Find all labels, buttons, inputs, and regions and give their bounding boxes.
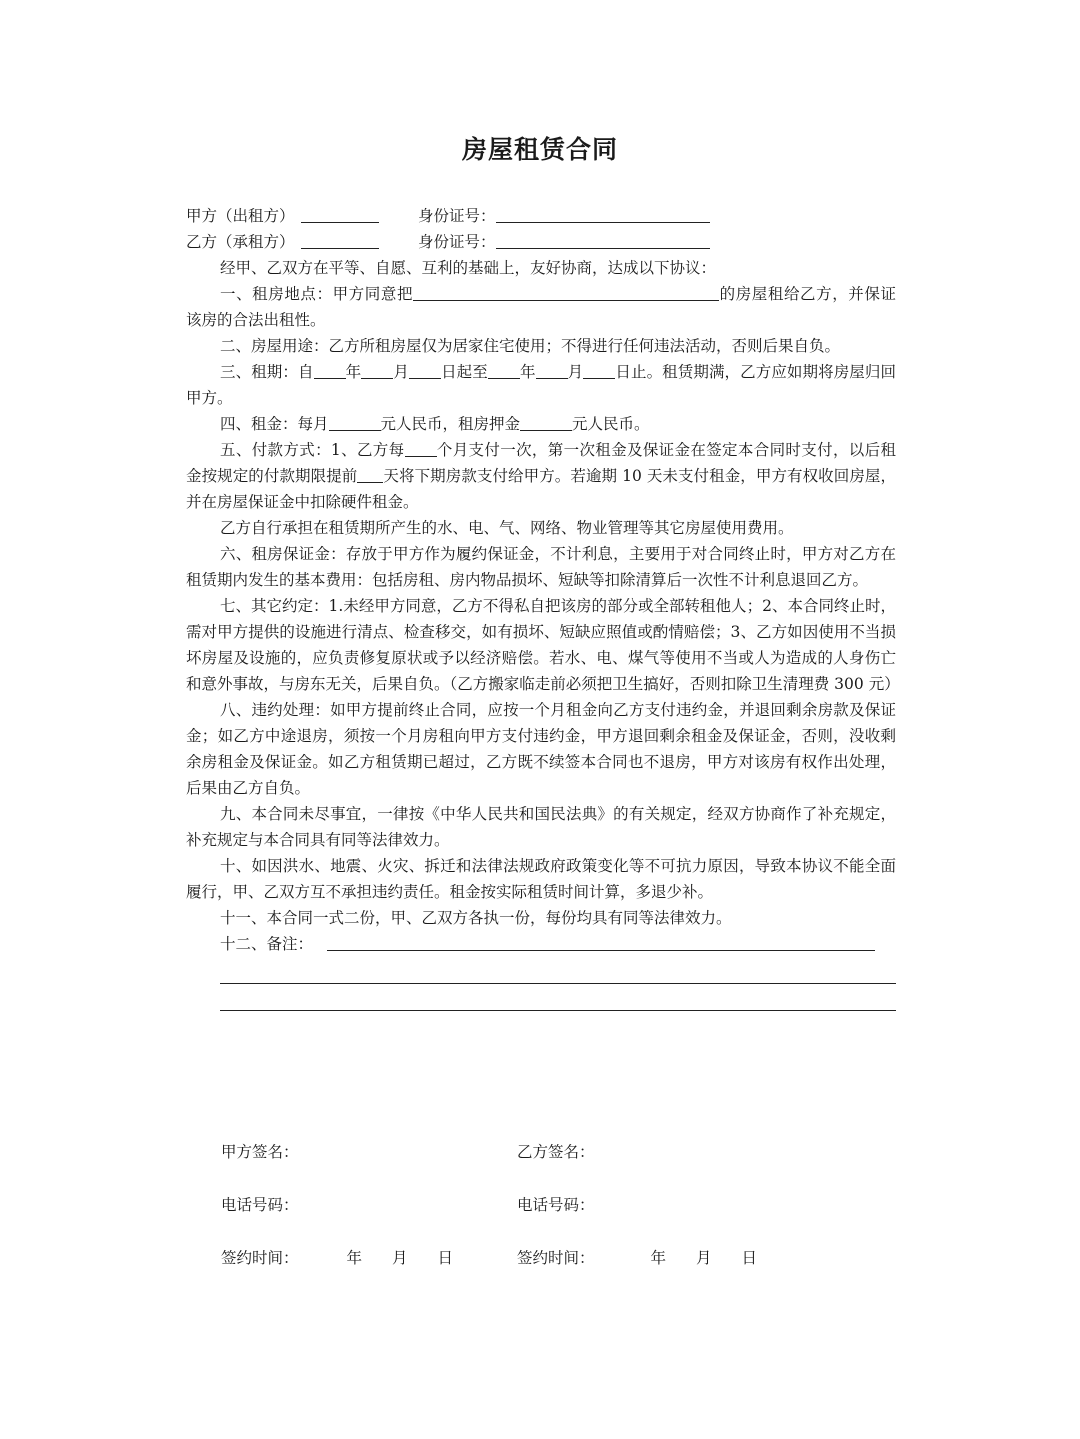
date-row — [221, 1246, 841, 1268]
end-year-blank[interactable] — [488, 360, 520, 379]
deposit-blank[interactable] — [520, 412, 572, 431]
clause-3-suffix: 日止。租赁期满，乙方应如期将房屋归回甲方。 — [186, 363, 896, 407]
clause-3 — [186, 359, 896, 411]
clause-5-text-b: 个月支付一次，第一次租金及保证金在签定本合同时支付，以后租金按规定的付款期限提前 — [186, 441, 896, 485]
clause-10: 十、如因洪水、地震、火灾、拆迁和法律法规政府政策变化等不可抗力原因，导致本协议不能全面履行，甲、乙双方互不承担违约责任。租金按实际租赁时间计算，多退少补。 — [186, 857, 896, 901]
party-a-id-label: 身份证号： — [418, 207, 496, 225]
party-b-signature[interactable]: 乙方签名： — [517, 1143, 595, 1161]
clause-9: 九、本合同未尽事宜，一律按《中华人民共和国民法典》的有关规定，经双方协商作了补充规定，补充规定与本合同具有同等法律效力。 — [186, 805, 896, 849]
start-month-blank[interactable] — [361, 360, 393, 379]
clause-6: 六、租房保证金：存放于甲方作为履约保证金，不计利息，主要用于对合同终止时，甲方对乙方在租赁期内发生的基本费用：包括房租、房内物品损坏、短缺等扣除清算后一次性不计利息退回乙方。 — [186, 545, 896, 589]
remarks-blank-2[interactable] — [220, 957, 896, 984]
clause-4-text-a: 四、租金：每月 — [220, 415, 329, 433]
party-a-date[interactable] — [221, 1246, 517, 1268]
party-b-date[interactable] — [517, 1246, 813, 1268]
clause-3-prefix: 三、租期：自 — [220, 363, 314, 381]
clause-4-text-b: 元人民币，租房押金 — [380, 415, 521, 433]
party-b-label: 乙方（承租方） — [186, 233, 295, 251]
advance-days-blank[interactable] — [357, 464, 383, 483]
payment-months-blank[interactable] — [405, 438, 437, 457]
remarks-blank-3[interactable] — [220, 984, 896, 1011]
year-label: 年 — [346, 1249, 363, 1267]
clause-4 — [186, 411, 896, 437]
party-a-signature[interactable]: 甲方签名： — [221, 1143, 299, 1161]
party-b-phone[interactable]: 电话号码： — [517, 1196, 595, 1214]
date-label: 签约时间： — [517, 1249, 595, 1267]
month-label: 月 — [393, 363, 409, 381]
clause-11: 十一、本合同一式二份，甲、乙双方各执一份，每份均具有同等法律效力。 — [220, 909, 732, 927]
party-a-name-blank[interactable] — [301, 204, 379, 223]
phone-row — [221, 1193, 841, 1215]
year-label: 年 — [650, 1249, 667, 1267]
clause-5-note: 乙方自行承担在租赁期所产生的水、电、气、网络、物业管理等其它房屋使用费用。 — [220, 519, 794, 537]
end-day-blank[interactable] — [583, 360, 615, 379]
year-label: 年 — [519, 363, 536, 381]
year-label: 年 — [345, 363, 362, 381]
end-month-blank[interactable] — [536, 360, 568, 379]
month-label: 月 — [392, 1249, 408, 1267]
intro-paragraph: 经甲、乙双方在平等、自愿、互利的基础上，友好协商，达成以下协议： — [220, 259, 717, 277]
address-blank[interactable] — [413, 282, 719, 301]
clause-2: 二、房屋用途：乙方所租房屋仅为居家住宅使用；不得进行任何违法活动，否则后果自负。 — [220, 337, 841, 355]
party-a-label: 甲方（出租方） — [186, 207, 295, 225]
clause-5 — [186, 437, 896, 515]
day-label: 日 — [437, 1249, 454, 1267]
remarks-label: 十二、备注： — [220, 935, 314, 953]
monthly-rent-blank[interactable] — [329, 412, 381, 431]
month-label: 月 — [696, 1249, 712, 1267]
day-label: 日 — [741, 1249, 758, 1267]
party-b-row — [186, 229, 896, 255]
document-title: 房屋租赁合同 — [461, 135, 618, 164]
clause-7: 七、其它约定：1.未经甲方同意，乙方不得私自把该房的部分或全部转租他人；2、本合同终止时，需对甲方提供的设施进行清点、检查移交，如有损坏、短缺应照值或酌情赔偿；3、乙方如因使用不当损坏房屋及设施的，应负责修复原状或予以经济赔偿。若水、电、煤气等使用不当或人为造成的人身伤亡和意外事故，与房东无关，后果自负。（乙方搬家临走前必须把卫生搞好，否则扣除卫生清理费 300 元） — [186, 597, 900, 693]
party-a-id-blank[interactable] — [496, 204, 710, 223]
clause-1-text-b: 的房屋租给乙方，并保证该房的合法出租性。 — [186, 285, 896, 329]
signature-row — [221, 1140, 841, 1162]
clause-1-text-a: 一、租房地点：甲方同意把 — [220, 285, 414, 303]
party-b-name-blank[interactable] — [301, 230, 379, 249]
clause-5-text-c: 天将下期房款支付给甲方。若逾期 10 天未支付租金，甲方有权收回房屋，并在房屋保证金中扣除硬件租金。 — [186, 467, 896, 511]
party-a-phone[interactable]: 电话号码： — [221, 1196, 299, 1214]
remarks-blank-1[interactable] — [327, 932, 875, 951]
clause-12 — [186, 931, 896, 957]
clause-8: 八、违约处理：如甲方提前终止合同，应按一个月租金向乙方支付违约金，并退回剩余房款及保证金；如乙方中途退房，须按一个月房租向甲方支付违约金，甲方退回剩余租金及保证金，否则，没收剩余房租金及保证金。如乙方租赁期已超过，乙方既不续签本合同也不退房，甲方对该房有权作出处理，后果由乙方自负。 — [186, 701, 896, 797]
day-start-label: 日起至 — [440, 363, 488, 381]
clause-5-text-a: 五、付款方式：1、乙方每 — [220, 441, 405, 459]
party-b-id-blank[interactable] — [496, 230, 710, 249]
party-b-id-label: 身份证号： — [418, 233, 496, 251]
party-a-row — [186, 203, 896, 229]
start-year-blank[interactable] — [314, 360, 346, 379]
month-label: 月 — [567, 363, 584, 381]
date-label: 签约时间： — [221, 1249, 299, 1267]
clause-4-text-c: 元人民币。 — [572, 415, 650, 433]
start-day-blank[interactable] — [409, 360, 441, 379]
clause-1 — [186, 281, 896, 333]
contract-body — [186, 203, 900, 1011]
